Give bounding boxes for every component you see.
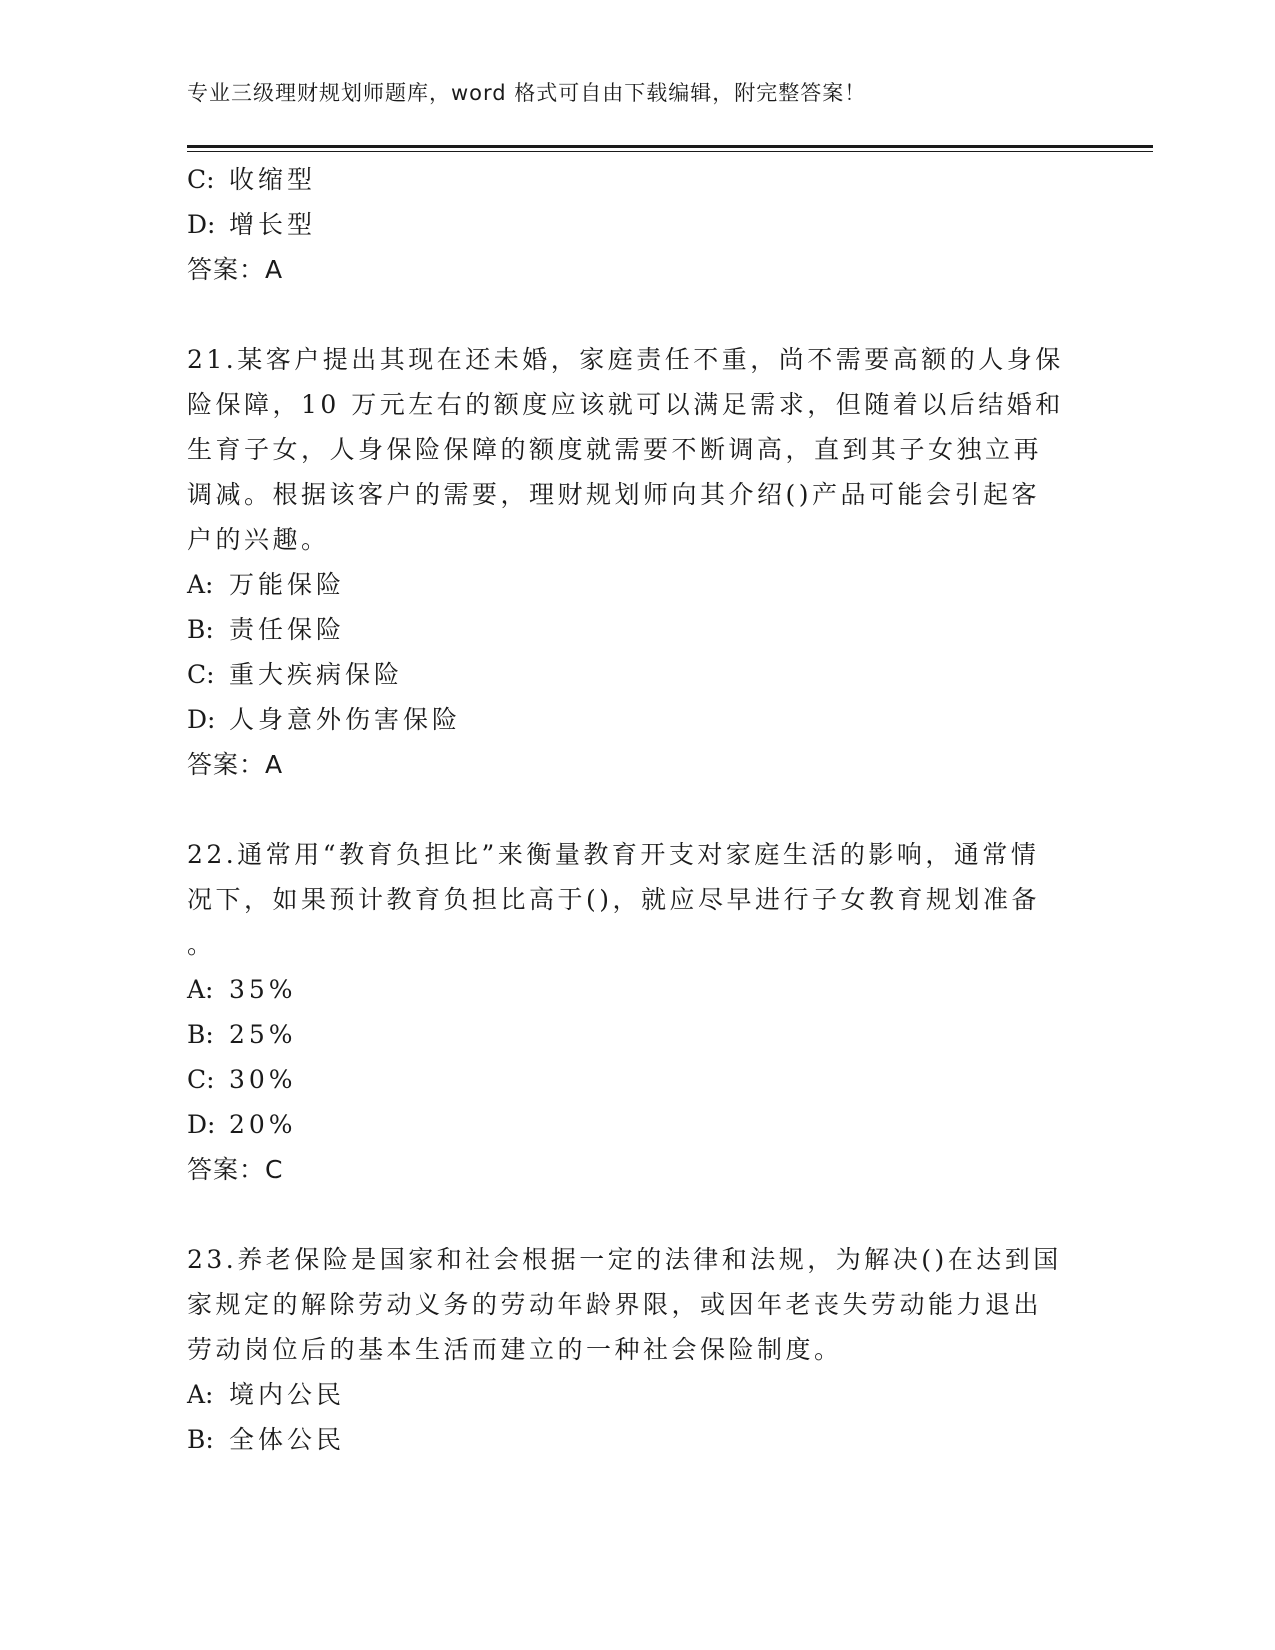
option-key: B: [187, 615, 214, 644]
question-text-line: 险保障，10 万元左右的额度应该就可以满足需求，但随着以后结婚和 [187, 390, 1064, 419]
header-divider-thick [187, 145, 1153, 148]
question-text-line: 家规定的解除劳动义务的劳动年龄界限，或因年老丧失劳动能力退出 [187, 1290, 1043, 1319]
option-key: C: [187, 660, 215, 689]
option-text: 全体公民 [229, 1425, 346, 1454]
question-23 [187, 1237, 1087, 1462]
question-text-line: 21.某客户提出其现在还未婚，家庭责任不重，尚不需要高额的人身保 [187, 345, 1064, 374]
spacer [187, 292, 1087, 337]
option-key: A: [187, 975, 214, 1004]
question-text-line: 劳动岗位后的基本生活而建立的一种社会保险制度。 [187, 1335, 843, 1364]
question-22 [187, 832, 1087, 1192]
spacer [187, 787, 1087, 832]
question-text-line: 况下，如果预计教育负担比高于()，就应尽早进行子女教育规划准备 [187, 885, 1041, 914]
option-text: 增长型 [229, 210, 317, 239]
option-key: C: [187, 165, 215, 194]
question-text-line: 。 [187, 930, 216, 959]
answer-line: 答案：A [187, 750, 284, 779]
option-key: B: [187, 1020, 214, 1049]
page-header: 专业三级理财规划师题库，word 格式可自由下载编辑，附完整答案！ [187, 81, 867, 105]
document-body [187, 157, 1087, 1462]
header-divider-thin [187, 151, 1153, 152]
question-text-line: 生育子女，人身保险保障的额度就需要不断调高，直到其子女独立再 [187, 435, 1043, 464]
option-d [187, 1102, 1087, 1147]
question-text-line: 户的兴趣。 [187, 525, 330, 554]
option-c [187, 157, 1087, 202]
option-key: B: [187, 1425, 214, 1454]
option-a [187, 562, 1087, 607]
option-c [187, 1057, 1087, 1102]
option-key: A: [187, 1380, 214, 1409]
question-text-line: 22.通常用“教育负担比”来衡量教育开支对家庭生活的影响，通常情 [187, 840, 1040, 869]
option-b [187, 1012, 1087, 1057]
question-text-line: 调减。根据该客户的需要，理财规划师向其介绍()产品可能会引起客 [187, 480, 1041, 509]
option-text: 境内公民 [229, 1380, 346, 1409]
option-a [187, 1372, 1087, 1417]
option-text: 20% [229, 1110, 297, 1139]
option-c [187, 652, 1087, 697]
option-text: 30% [229, 1065, 297, 1094]
option-d [187, 202, 1087, 247]
option-key: D: [187, 1110, 216, 1139]
option-text: 35% [229, 975, 297, 1004]
option-text: 收缩型 [229, 165, 317, 194]
question-text-line: 23.养老保险是国家和社会根据一定的法律和法规，为解决()在达到国 [187, 1245, 1062, 1274]
option-text: 责任保险 [229, 615, 346, 644]
option-a [187, 967, 1087, 1012]
answer-line: 答案：C [187, 1155, 284, 1184]
option-d [187, 697, 1087, 742]
question-21 [187, 337, 1087, 787]
option-key: D: [187, 705, 216, 734]
option-key: D: [187, 210, 216, 239]
answer-line: 答案：A [187, 255, 284, 284]
option-text: 人身意外伤害保险 [229, 705, 462, 734]
option-text: 重大疾病保险 [229, 660, 404, 689]
option-key: A: [187, 570, 214, 599]
option-text: 25% [229, 1020, 297, 1049]
option-key: C: [187, 1065, 215, 1094]
spacer [187, 1192, 1087, 1237]
option-b [187, 607, 1087, 652]
option-text: 万能保险 [229, 570, 346, 599]
carryover-block [187, 157, 1087, 292]
option-b [187, 1417, 1087, 1462]
